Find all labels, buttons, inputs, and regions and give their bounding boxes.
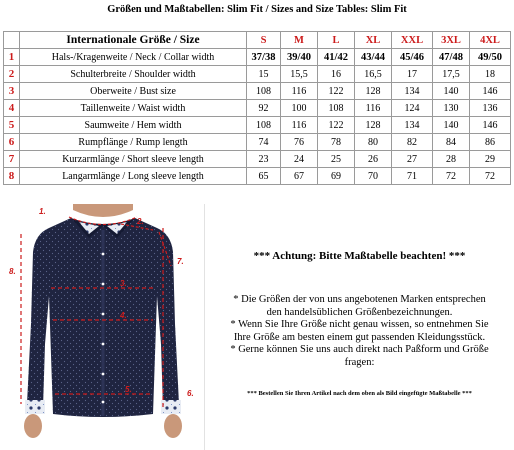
marker-8: 8. [9,267,16,276]
warning-heading: *** Achtung: Bitte Maßtabelle beachten! *** [253,250,466,262]
row-number: 6 [4,134,20,151]
table-row [4,49,511,66]
marker-2: 2. [137,217,144,226]
info-line: Ihre Größe am besten einem gut passenden Kleidungsstück. [233,331,486,343]
size-header-xxl: XXL [392,32,433,49]
size-value-cell: 130 [433,100,470,117]
shirt-measurement-diagram [3,204,203,450]
info-line: fragen: [344,356,375,368]
size-value-cell: 69 [318,168,355,185]
size-value-cell: 100 [281,100,318,117]
size-value-cell: 78 [318,134,355,151]
size-value-cell: 70 [355,168,392,185]
info-line: den handelsüblichen Größenbezeichnungen. [266,306,453,318]
table-row [4,100,511,117]
info-line: * Die Größen der von uns angebotenen Marken entsprechen [233,294,486,305]
size-value-cell: 128 [355,117,392,134]
size-value-cell: 24 [281,151,318,168]
size-value-cell: 25 [318,151,355,168]
size-table [3,31,511,185]
size-value-cell: 17 [392,66,433,83]
size-value-cell: 15,5 [281,66,318,83]
row-number: 8 [4,168,20,185]
marker-4: 4. [120,311,127,320]
size-value-cell: 43/44 [355,49,392,66]
size-header-s: S [247,32,281,49]
row-number: 1 [4,49,20,66]
measurement-label: Saumweite / Hem width [20,117,247,134]
size-value-cell: 108 [247,117,281,134]
info-line: * Wenn Sie Ihre Größe nicht genau wissen, so entnehmen Sie [230,319,489,330]
table-row [4,168,511,185]
size-value-cell: 124 [392,100,433,117]
size-value-cell: 16,5 [355,66,392,83]
size-value-cell: 29 [470,151,511,168]
size-value-cell: 80 [355,134,392,151]
size-value-cell: 116 [281,83,318,100]
row-number: 7 [4,151,20,168]
size-value-cell: 146 [470,83,511,100]
size-value-cell: 146 [470,117,511,134]
size-value-cell: 17,5 [433,66,470,83]
size-value-cell: 136 [470,100,511,117]
marker-3: 3. [120,279,127,288]
marker-5: 5. [125,385,132,394]
size-value-cell: 16 [318,66,355,83]
measurement-label: Oberweite / Bust size [20,83,247,100]
size-value-cell: 37/38 [247,49,281,66]
size-value-cell: 39/40 [281,49,318,66]
table-row [4,83,511,100]
size-value-cell: 92 [247,100,281,117]
size-header-3xl: 3XL [433,32,470,49]
size-header-l: L [318,32,355,49]
size-value-cell: 134 [392,117,433,134]
size-value-cell: 72 [470,168,511,185]
row-number: 5 [4,117,20,134]
row-number: 4 [4,100,20,117]
size-info-panel [205,204,514,450]
measurement-label: Taillenweite / Waist width [20,100,247,117]
shirt-illustration [24,218,182,438]
marker-1: 1. [39,207,46,216]
size-value-cell: 116 [281,117,318,134]
size-table-header-row [4,32,511,49]
mannequin-head [73,204,133,217]
size-value-cell: 45/46 [392,49,433,66]
table-row [4,134,511,151]
size-value-cell: 27 [392,151,433,168]
table-row [4,151,511,168]
size-value-cell: 128 [355,83,392,100]
order-footnote: *** Bestellen Sie Ihren Artikel nach dem oben als Bild eingefügte Maßtabelle *** [247,390,472,397]
table-row [4,117,511,134]
measurement-label: Langarmlänge / Long sleeve length [20,168,247,185]
info-line: * Gerne können Sie uns auch direkt nach Paßform und Größe [230,344,489,355]
size-value-cell: 140 [433,83,470,100]
marker-7: 7. [177,257,184,266]
size-value-cell: 76 [281,134,318,151]
table-header-label: Internationale Größe / Size [20,32,247,49]
measurement-label: Rumpflänge / Rump length [20,134,247,151]
size-value-cell: 84 [433,134,470,151]
size-value-cell: 82 [392,134,433,151]
size-value-cell: 108 [247,83,281,100]
size-value-cell: 72 [433,168,470,185]
size-value-cell: 134 [392,83,433,100]
size-header-4xl: 4XL [470,32,511,49]
size-value-cell: 23 [247,151,281,168]
row-number: 3 [4,83,20,100]
size-value-cell: 86 [470,134,511,151]
size-value-cell: 28 [433,151,470,168]
size-value-cell: 26 [355,151,392,168]
size-value-cell: 49/50 [470,49,511,66]
measurement-label: Hals-/Kragenweite / Neck / Collar width [20,49,247,66]
page-title: Größen und Maßtabellen: Slim Fit / Sizes and Size Tables: Slim Fit [107,4,407,15]
size-value-cell: 74 [247,134,281,151]
size-value-cell: 65 [247,168,281,185]
info-text [209,294,510,369]
size-value-cell: 67 [281,168,318,185]
size-value-cell: 122 [318,83,355,100]
size-value-cell: 47/48 [433,49,470,66]
size-header-xl: XL [355,32,392,49]
size-value-cell: 140 [433,117,470,134]
measurement-label: Kurzarmlänge / Short sleeve length [20,151,247,168]
size-value-cell: 116 [355,100,392,117]
size-value-cell: 108 [318,100,355,117]
row-number: 2 [4,66,20,83]
measurement-label: Schulterbreite / Shoulder width [20,66,247,83]
size-value-cell: 71 [392,168,433,185]
size-value-cell: 122 [318,117,355,134]
size-value-cell: 41/42 [318,49,355,66]
size-header-m: M [281,32,318,49]
table-row [4,66,511,83]
size-value-cell: 15 [247,66,281,83]
size-value-cell: 18 [470,66,511,83]
marker-6: 6. [187,389,194,398]
table-corner-cell [4,32,20,49]
size-table-body [4,49,511,185]
